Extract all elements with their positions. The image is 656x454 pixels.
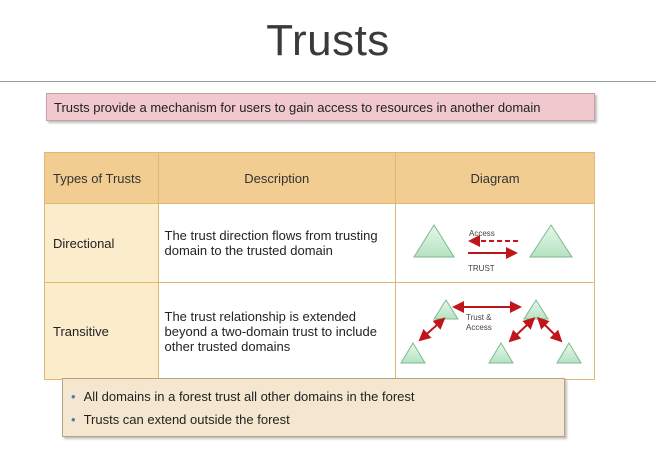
bullet-text: All domains in a forest trust all other domains in the forest [83,389,415,404]
bullet-icon: • [71,389,76,404]
domain-triangle-top-left [434,300,458,319]
trust-access-label-1: Trust & [466,312,492,322]
trust-arrow-left [420,324,438,340]
definition-callout: Trusts provide a mechanism for users to gain access to resources in another domain [46,93,595,121]
bullet-text: Trusts can extend outside the forest [83,412,290,427]
list-item [71,408,564,431]
table-header-row [45,153,595,204]
trust-label: TRUST [468,263,495,273]
trusting-domain-triangle [414,225,454,257]
directional-trust-diagram [396,209,594,275]
title-divider [0,81,656,82]
table-row [45,283,595,380]
header-types: Types of Trusts [45,153,159,204]
trust-arrow-right [544,324,561,341]
domain-triangle-bottom-right [557,343,581,363]
transitive-trust-diagram [396,288,594,372]
table-row [45,204,595,283]
slide-title: Trusts [266,16,390,65]
domain-triangle-bottom-mid [489,343,513,363]
list-item [71,385,564,408]
diagram-directional [396,204,595,283]
domain-triangle-bottom-left [401,343,425,363]
trust-types-table [44,152,595,380]
header-diagram: Diagram [396,153,595,204]
trust-arrow-mid [510,324,528,341]
trust-type-directional: Directional [45,204,159,283]
domain-triangle-top-right [524,300,548,319]
access-label: Access [469,228,495,238]
bullet-icon: • [71,412,76,427]
description-transitive: The trust relationship is extended beyond a two-domain trust to include other trusted domains [158,283,395,380]
summary-box [62,378,565,437]
trusted-domain-triangle [530,225,572,257]
trust-access-label-2: Access [466,322,492,332]
diagram-transitive [396,283,595,380]
description-directional: The trust direction flows from trusting domain to the trusted domain [158,204,395,283]
trust-type-transitive: Transitive [45,283,159,380]
header-description: Description [158,153,395,204]
